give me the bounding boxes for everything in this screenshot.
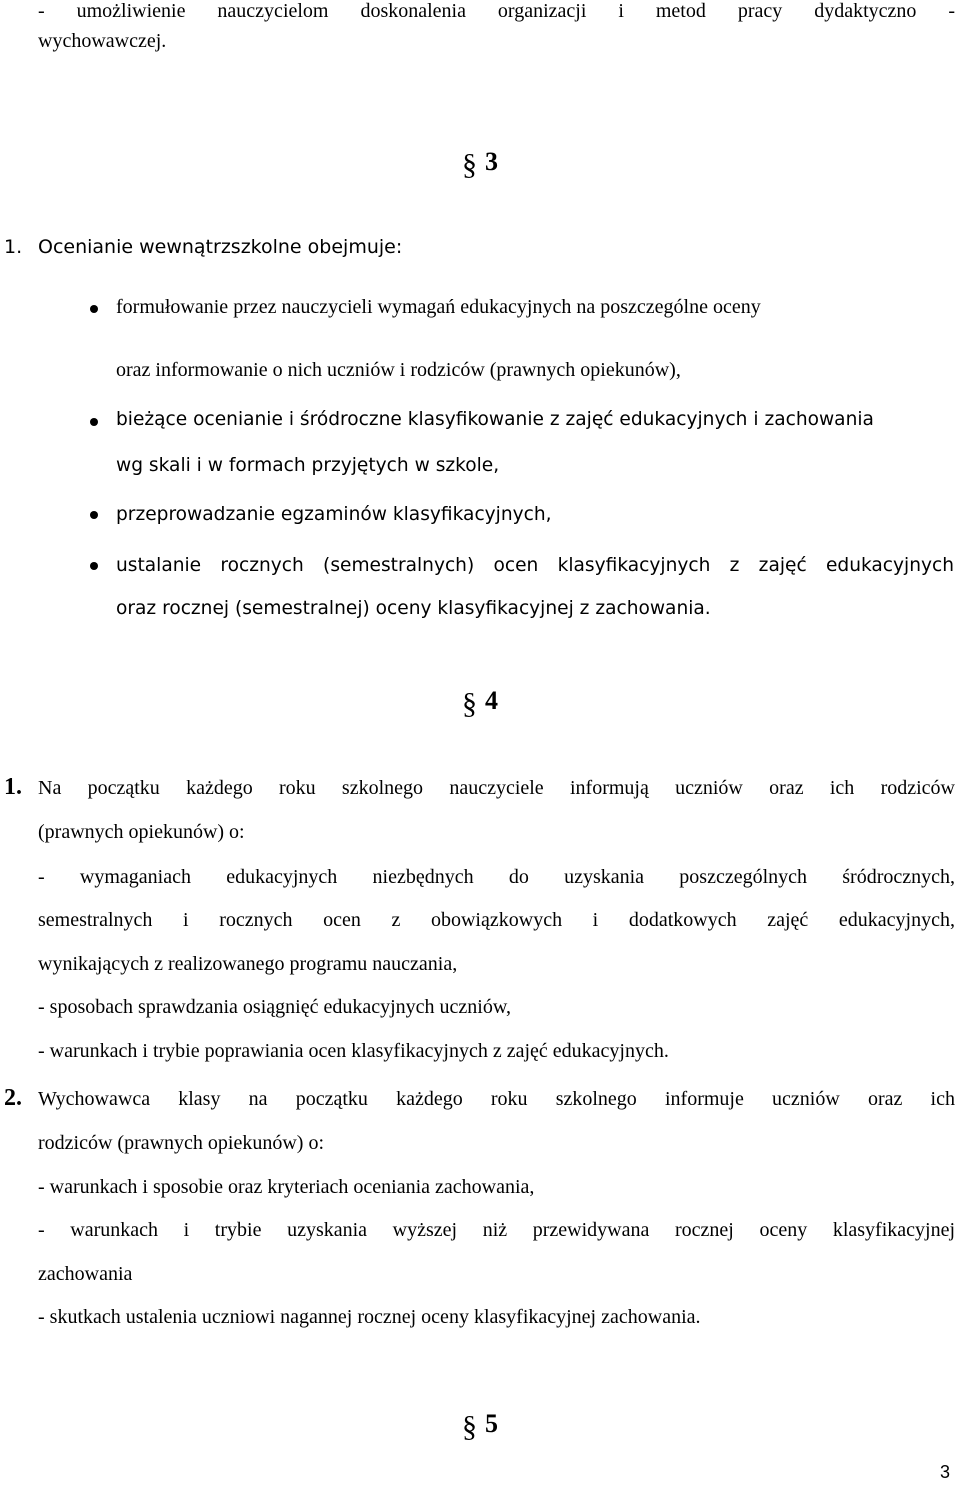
text-line: - skutkach ustalenia uczniowi nagannej rocznej oceny klasyfikacyjnej zachowania. <box>38 1306 701 1328</box>
section-number: 4 <box>485 686 498 715</box>
paragraph-number: 2. <box>4 1085 22 1111</box>
text-line: Wychowawca klasy na początku każdego roku szkolnego informuje uczniów oraz ich <box>38 1088 955 1110</box>
bullet-text: ustalanie rocznych (semestralnych) ocen klasyfikacyjnych z zajęć edukacyjnych <box>116 555 954 576</box>
paragraph-number: 1. <box>4 774 22 800</box>
bullet-icon <box>90 418 98 426</box>
text-line: - warunkach i sposobie oraz kryteriach oceniania zachowania, <box>38 1176 535 1198</box>
text-line: wychowawczej. <box>38 30 167 52</box>
text-line: - sposobach sprawdzania osiągnięć edukacyjnych uczniów, <box>38 996 511 1018</box>
section-heading-3 <box>462 144 498 181</box>
text-line: - wymaganiach edukacyjnych niezbędnych do uzyskania poszczególnych śródrocznych, <box>38 866 955 888</box>
text-line: Na początku każdego roku szkolnego nauczyciele informują uczniów oraz ich rodziców <box>38 777 955 799</box>
bullet-text: oraz rocznej (semestralnej) oceny klasyfikacyjnej z zachowania. <box>116 598 711 619</box>
section-symbol: § <box>462 148 477 181</box>
text-line: - umożliwienie nauczycielom doskonalenia organizacji i metod pracy dydaktyczno - <box>38 0 955 22</box>
section-number: 5 <box>485 1409 498 1438</box>
intro-text: Ocenianie wewnątrzszkolne obejmuje: <box>38 236 403 258</box>
bullet-text: przeprowadzanie egzaminów klasyfikacyjnych, <box>116 504 552 525</box>
bullet-text: wg skali i w formach przyjętych w szkole, <box>116 455 500 476</box>
bullet-icon <box>90 562 98 570</box>
section-symbol: § <box>462 1410 477 1443</box>
bullet-icon <box>90 511 98 519</box>
text-line: semestralnych i rocznych ocen z obowiązkowych i dodatkowych zajęć edukacyjnych, <box>38 909 955 931</box>
bullet-text: formułowanie przez nauczycieli wymagań edukacyjnych na poszczególne oceny <box>116 296 761 318</box>
text-line: rodziców (prawnych opiekunów) o: <box>38 1132 325 1154</box>
section-heading-4 <box>462 683 498 720</box>
text-line: zachowania <box>38 1263 133 1285</box>
text-line: wynikających z realizowanego programu nauczania, <box>38 953 458 975</box>
text-line: (prawnych opiekunów) o: <box>38 821 245 843</box>
bullet-text: bieżące ocenianie i śródroczne klasyfikowanie z zajęć edukacyjnych i zachowania <box>116 409 874 430</box>
bullet-text: oraz informowanie o nich uczniów i rodziców (prawnych opiekunów), <box>116 359 681 381</box>
bullet-icon <box>90 305 98 313</box>
item-number: 1. <box>4 236 23 258</box>
section-symbol: § <box>462 687 477 720</box>
page-number: 3 <box>939 1462 950 1482</box>
section-heading-5 <box>462 1406 498 1443</box>
text-line: - warunkach i trybie poprawiania ocen klasyfikacyjnych z zajęć edukacyjnych. <box>38 1040 669 1062</box>
text-line: - warunkach i trybie uzyskania wyższej niż przewidywana rocznej oceny klasyfikacyjnej <box>38 1219 955 1241</box>
section-number: 3 <box>485 147 498 176</box>
